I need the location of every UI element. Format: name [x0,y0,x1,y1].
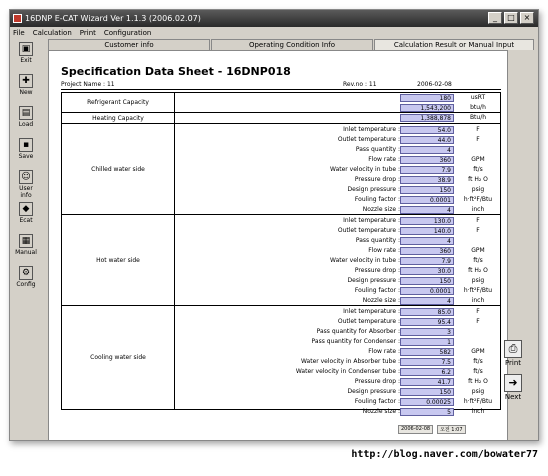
row-unit: ft/s [473,368,483,375]
row-unit: F [476,136,480,143]
table-row [175,236,500,246]
tab-strip [48,39,534,50]
menu-calculation[interactable]: Calculation [32,29,72,37]
row-value-field[interactable]: 95.4 [400,318,454,326]
row-label: Nozzle size : [362,297,400,304]
chilled-water-label: Chilled water side [62,124,175,214]
refrigerant-capacity-rt[interactable]: 180 [400,94,454,102]
row-label: Water velocity in Condenser tube : [295,368,400,375]
row-unit: h·ft²F/Btu [463,398,493,405]
table-row [175,256,500,266]
row-value-field[interactable]: 130.0 [400,217,454,225]
menu-bar [10,27,538,39]
table-row [175,296,500,306]
cooling-water-section [62,306,500,416]
row-value-field[interactable]: 0.0001 [400,287,454,295]
row-value-field[interactable]: 4 [400,237,454,245]
config-icon: ⚙ [19,266,33,280]
project-name: Project Name : 11 [61,81,115,88]
row-label: Water velocity in tube : [330,257,400,264]
table-row [175,195,500,205]
new-icon: ✚ [19,74,33,88]
row-unit: GPM [471,247,485,254]
table-row [175,155,500,165]
table-row [175,286,500,296]
row-unit: ft/s [473,166,483,173]
row-value-field[interactable]: 85.0 [400,308,454,316]
save-icon: ▪ [19,138,33,152]
row-label: Nozzle size : [362,206,400,213]
refrigerant-capacity-btu[interactable]: 1,543,200 [400,104,454,112]
row-label: Pass quantity for Condenser : [311,338,400,345]
table-row [175,347,500,357]
minimize-button[interactable]: _ [488,12,502,24]
printer-icon: ⎙ [504,340,522,358]
row-label: Design pressure : [347,388,400,395]
row-value-field[interactable]: 150 [400,388,454,396]
row-unit: inch [471,206,485,213]
refrigerant-capacity-label: Refrigerant Capacity [62,93,175,112]
row-label: Flow rate : [368,156,400,163]
row-value-field[interactable]: 41.7 [400,378,454,386]
sheet-title: Specification Data Sheet - 16DNP018 [61,65,291,78]
spec-table [61,92,501,416]
row-value-field[interactable]: 140.0 [400,227,454,235]
heating-capacity-value[interactable]: 1,388,878 [400,114,454,122]
ecat-icon: ◆ [19,202,33,216]
row-value-field[interactable]: 7.5 [400,358,454,366]
close-button[interactable]: × [520,12,534,24]
row-unit: h·ft²F/Btu [463,287,493,294]
exit-button[interactable]: ▣ Exit [20,44,32,64]
app-icon [13,14,22,23]
title-bar [10,10,538,27]
row-unit: ft/s [473,257,483,264]
user-icon: ☺ [19,170,33,184]
table-row [175,135,500,145]
next-icon: ➜ [504,374,522,392]
menu-print[interactable]: Print [79,29,96,37]
row-value-field[interactable]: 7.9 [400,257,454,265]
row-label: Design pressure : [347,277,400,284]
menu-configuration[interactable]: Configuration [103,29,152,37]
row-unit: psig [471,186,485,193]
table-row [175,357,500,367]
row-value-field[interactable]: 0.00025 [400,398,454,406]
print-button[interactable]: ⎙ Print [504,342,522,367]
row-value-field[interactable]: 360 [400,247,454,255]
status-bar [398,425,466,434]
exit-icon: ▣ [19,42,33,56]
row-label: Flow rate : [368,348,400,355]
tab-calculation-result[interactable]: Calculation Result or Manual Input [374,39,534,50]
row-label: Design pressure : [347,186,400,193]
manual-button[interactable]: ▦ Manual [15,236,37,256]
row-unit: ft H₂ O [468,267,488,274]
tab-operating-condition[interactable]: Operating Condition Info [211,39,373,50]
ecat-button[interactable]: ◆ Ecat [19,204,33,224]
load-icon: ▤ [19,106,33,120]
table-row [175,337,500,347]
cooling-water-label: Cooling water side [62,306,175,409]
sheet-date: 2006-02-08 [417,81,452,88]
row-label: Pass quantity : [355,237,400,244]
title-rule [61,89,501,90]
row-unit: inch [471,408,485,415]
row-value-field[interactable]: 360 [400,156,454,164]
row-label: Pressure drop : [354,267,400,274]
hot-water-label: Hot water side [62,215,175,305]
table-row [175,266,500,276]
row-unit: inch [471,297,485,304]
manual-icon: ▦ [19,234,33,248]
table-row [175,175,500,185]
row-label: Flow rate : [368,247,400,254]
table-row [175,327,500,337]
heating-capacity-label: Heating Capacity [62,113,175,123]
table-row [175,387,500,397]
row-value-field[interactable]: 3 [400,328,454,336]
row-unit: F [476,217,480,224]
table-row [175,205,500,215]
table-row [175,397,500,407]
row-value-field[interactable]: 4 [400,206,454,214]
row-value-field[interactable]: 7.9 [400,166,454,174]
save-button[interactable]: ▪ Save [18,140,34,160]
heating-capacity-section [62,113,500,124]
menu-file[interactable]: File [13,29,25,37]
status-time: 오전 1:07 [437,425,465,434]
row-label: Inlet temperature : [343,126,400,133]
row-value-field[interactable]: 6.2 [400,368,454,376]
data-sheet [48,50,508,441]
row-unit: F [476,308,480,315]
chilled-water-section [62,124,500,215]
table-row [175,216,500,226]
row-value-field[interactable]: 5 [400,408,454,416]
table-row [175,317,500,327]
refrigerant-capacity-row: 180 usRT [175,93,500,103]
table-row [175,165,500,175]
row-label: Pressure drop : [354,378,400,385]
table-row [175,377,500,387]
row-value-field[interactable]: 44.0 [400,136,454,144]
row-unit: GPM [471,348,485,355]
row-label: Pass quantity for Absorber : [316,328,400,335]
table-row [175,185,500,195]
row-label: Inlet temperature : [343,308,400,315]
table-row [175,276,500,286]
row-label: Fouling factor : [354,196,400,203]
user-info-button[interactable]: ☺ User info [19,172,33,199]
left-toolbar [10,40,42,440]
row-value-field[interactable]: 150 [400,186,454,194]
table-row [175,307,500,317]
row-unit: ft/s [473,358,483,365]
row-value-field[interactable]: 4 [400,146,454,154]
row-unit: h·ft²F/Btu [463,196,493,203]
table-row [175,145,500,155]
row-label: Fouling factor : [354,287,400,294]
row-label: Pass quantity : [355,146,400,153]
table-row [175,226,500,236]
status-date: 2006-02-08 [398,425,433,434]
refrigerant-capacity-section [62,93,500,113]
row-unit: ft H₂ O [468,176,488,183]
row-value-field[interactable]: 54.0 [400,126,454,134]
row-unit: GPM [471,156,485,163]
row-label: Water velocity in tube : [330,166,400,173]
watermark-url: http://blog.naver.com/bowater77 [351,449,538,460]
load-button[interactable]: ▤ Load [18,108,34,128]
row-label: Fouling factor : [354,398,400,405]
row-value-field[interactable]: 0.0001 [400,196,454,204]
row-label: Inlet temperature : [343,217,400,224]
row-value-field[interactable]: 30.0 [400,267,454,275]
row-unit: psig [471,388,485,395]
table-row [175,407,500,417]
next-button[interactable]: ➜ Next [504,376,522,401]
row-label: Outlet temperature : [337,318,400,325]
table-row [175,367,500,377]
row-value-field[interactable]: 1 [400,338,454,346]
row-value-field[interactable]: 4 [400,297,454,305]
new-button[interactable]: ✚ New [19,76,33,96]
row-label: Outlet temperature : [337,227,400,234]
tab-customer-info[interactable]: Customer info [48,39,210,50]
table-row [175,125,500,135]
table-row [175,246,500,256]
row-unit: F [476,318,480,325]
maximize-button[interactable]: □ [504,12,518,24]
row-unit: F [476,126,480,133]
row-value-field[interactable]: 582 [400,348,454,356]
row-label: Water velocity in Absorber tube : [300,358,400,365]
heating-capacity-row: 1,388,878 Btu/h [175,113,500,123]
row-unit: F [476,227,480,234]
config-button[interactable]: ⚙ Config [16,268,36,288]
row-unit: psig [471,277,485,284]
row-value-field[interactable]: 150 [400,277,454,285]
row-unit: ft H₂ O [468,378,488,385]
app-window [9,9,539,441]
refrigerant-capacity-btu-row: 1,543,200 btu/h [175,103,500,113]
hot-water-section [62,215,500,306]
row-label: Outlet temperature : [337,136,400,143]
revision-number: Rev.no : 11 [343,81,377,88]
row-label: Nozzle size : [362,408,400,415]
row-value-field[interactable]: 38.9 [400,176,454,184]
row-label: Pressure drop : [354,176,400,183]
window-title: 16DNP E-CAT Wizard Ver 1.1.3 (2006.02.07) [25,14,201,23]
